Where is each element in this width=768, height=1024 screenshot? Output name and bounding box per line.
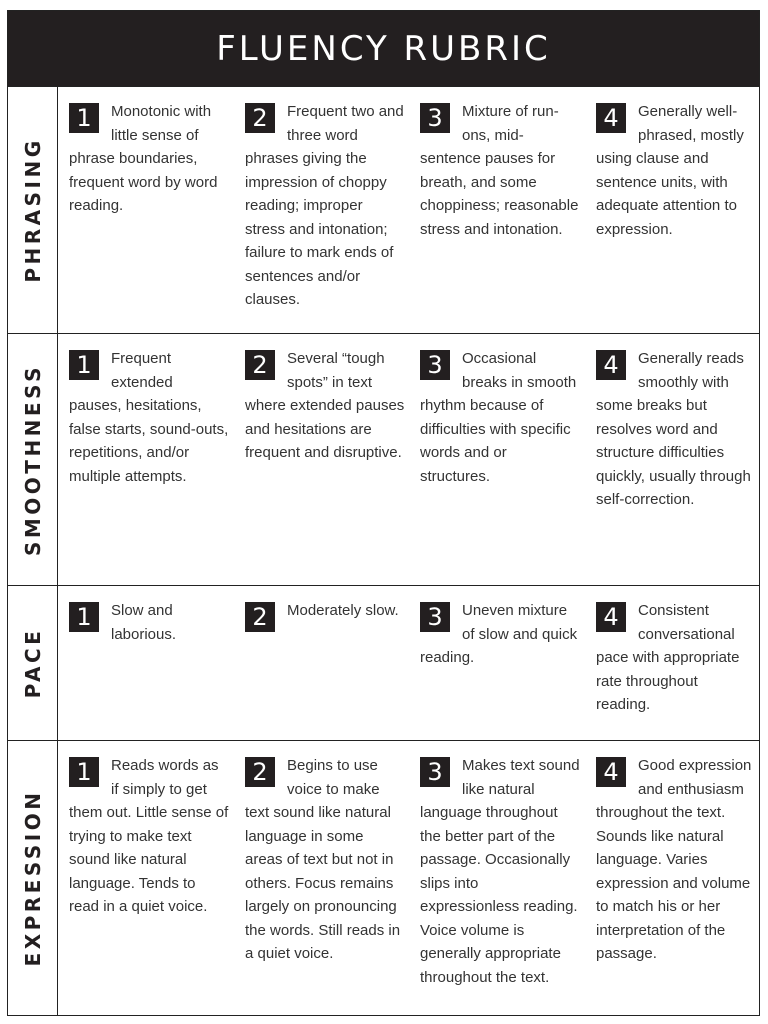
row-label: PHRASING [20, 137, 45, 283]
row-smoothness [8, 333, 759, 585]
rubric-cell-level-3 [420, 347, 580, 488]
level-number-badge: 4 [596, 103, 626, 133]
level-description: Uneven mixture of slow and quick reading. [420, 602, 578, 666]
rubric-cell-level-2 [245, 347, 405, 465]
fluency-rubric [7, 10, 760, 1016]
level-description: Reads words as if simply to get them out. Little sense of trying to make text sound like natural language. Tends to read in a quiet voice. [69, 757, 229, 915]
level-description: Good expression and enthusiasm throughout the text. Sounds like natural language. Varies expression and volume to match his or her interpretation of the passage. [596, 757, 752, 962]
level-description: Makes text sound like natural language throughout the better part of the passage. Occasionally slips into expressionless reading. Voice volume is generally appropriate throughout the text. [420, 757, 580, 986]
row-label: EXPRESSION [20, 789, 45, 967]
row-label: PACE [20, 627, 45, 699]
rubric-cell-level-4 [596, 599, 756, 717]
level-number-badge: 2 [245, 350, 275, 380]
level-number-badge: 2 [245, 602, 275, 632]
rubric-cell-level-1 [69, 754, 229, 919]
level-number-badge: 3 [420, 602, 450, 632]
level-description: Moderately slow. [287, 602, 399, 619]
level-number-badge: 1 [69, 103, 99, 133]
row-label-cell [8, 586, 58, 740]
level-description: Generally well-phrased, mostly using clause and sentence units, with adequate attention to expression. [596, 103, 744, 238]
level-number-badge: 2 [245, 757, 275, 787]
level-number-badge: 4 [596, 602, 626, 632]
level-description: Monotonic with little sense of phrase boundaries, frequent word by word reading. [69, 103, 218, 214]
rubric-cell-level-4 [596, 100, 756, 241]
level-number-badge: 4 [596, 350, 626, 380]
rubric-cell-level-4 [596, 754, 756, 966]
rubric-cell-level-2 [245, 754, 405, 966]
level-number-badge: 1 [69, 602, 99, 632]
rubric-cell-level-3 [420, 100, 580, 241]
rubric-cell-level-1 [69, 347, 229, 488]
row-pace [8, 585, 759, 740]
level-number-badge: 4 [596, 757, 626, 787]
level-number-badge: 3 [420, 757, 450, 787]
rubric-cell-level-4 [596, 347, 756, 512]
row-label-cell [8, 87, 58, 333]
row-label-cell [8, 741, 58, 1015]
rubric-cell-level-3 [420, 754, 580, 989]
level-description: Begins to use voice to make text sound like natural language in some areas of text but not in others. Focus remains largely on pronouncing the words. Still reads in a quiet voice. [245, 757, 401, 962]
level-number-badge: 1 [69, 757, 99, 787]
row-label: SMOOTHNESS [20, 363, 45, 556]
row-label-cell [8, 334, 58, 585]
level-description: Several “tough spots” in text where extended pauses and hesitations are frequent and disruptive. [245, 350, 405, 461]
rubric-cell-level-3 [420, 599, 580, 670]
level-description: Generally reads smoothly with some breaks but resolves word and structure difficulties quickly, usually through self-correction. [596, 350, 751, 508]
page-title: FLUENCY RUBRIC [216, 28, 551, 69]
row-phrasing [8, 86, 759, 333]
level-description: Mixture of run-ons, mid-sentence pauses for breath, and some choppiness; reasonable stress and intonation. [420, 103, 579, 238]
rubric-cell-level-1 [69, 599, 229, 646]
level-number-badge: 3 [420, 103, 450, 133]
level-description: Frequent extended pauses, hesitations, false starts, sound-outs, repetitions, and/or multiple attempts. [69, 350, 229, 485]
rubric-cell-level-1 [69, 100, 229, 218]
level-description: Occasional breaks in smooth rhythm because of difficulties with specific words and or structures. [420, 350, 577, 485]
level-description: Slow and laborious. [111, 602, 177, 643]
level-description: Frequent two and three word phrases giving the impression of choppy reading; improper stress and intonation; failure to mark ends of sentences and/or clauses. [245, 103, 404, 308]
row-expression [8, 740, 759, 1015]
level-number-badge: 2 [245, 103, 275, 133]
rubric-cell-level-2 [245, 100, 405, 312]
rubric-cell-level-2 [245, 599, 405, 634]
title-bar [8, 11, 759, 86]
level-description: Consistent conversational pace with appropriate rate throughout reading. [596, 602, 740, 713]
level-number-badge: 3 [420, 350, 450, 380]
level-number-badge: 1 [69, 350, 99, 380]
